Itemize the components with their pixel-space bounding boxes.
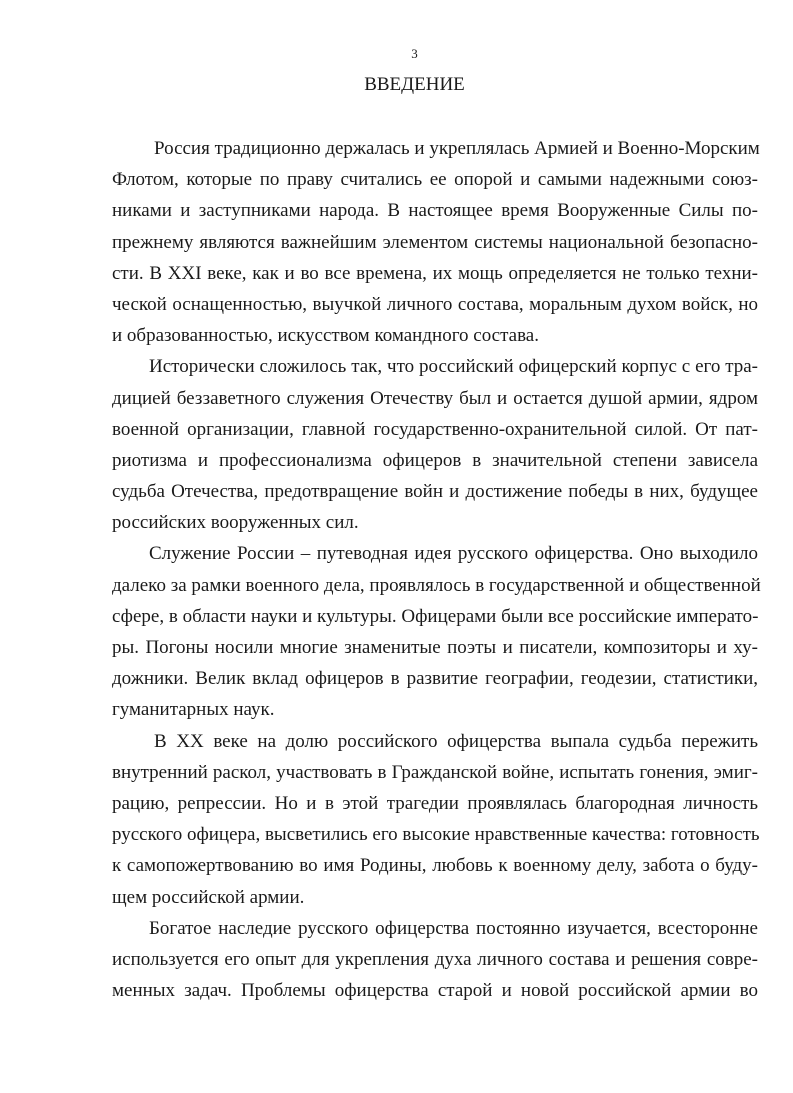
paragraph — [112, 726, 758, 913]
text-line: Россия традиционно держалась и укреплялась Армией и Военно-Морским — [154, 138, 760, 159]
text-line: ры. Погоны носили многие знаменитые поэты и писатели, композиторы и ху- — [112, 637, 758, 658]
paragraph — [112, 351, 758, 538]
text-line: военной организации, главной государственно-охранительной силой. От пат- — [112, 418, 758, 440]
text-line: русского офицера, высветились его высокие нравственные качества: готовность — [112, 824, 760, 846]
text-line: прежнему являются важнейшим элементом системы национальной безопасно- — [112, 231, 758, 253]
text-line: российских вооруженных сил. — [112, 512, 359, 534]
text-line: далеко за рамки военного дела, проявлялось в государственной и общественной — [112, 574, 761, 596]
text-line: сти. В XXI веке, как и во все времена, их мощь определяется не только техни- — [112, 262, 758, 284]
text-line: дицией беззаветного служения Отечеству был и остается душой армии, ядром — [112, 387, 758, 409]
text-line: менных задач. Проблемы офицерства старой и новой российской армии во — [112, 980, 758, 1002]
text-line: В XX веке на долю российского офицерства выпала судьба пережить — [154, 730, 758, 752]
text-line: риотизма и профессионализма офицеров в значительной степени зависела — [112, 449, 758, 471]
page-number: 3 — [411, 46, 418, 61]
text-line: Исторически сложилось так, что российский офицерский корпус с его тра- — [149, 356, 758, 378]
paragraph — [112, 538, 761, 725]
paragraph — [112, 133, 758, 351]
text-line: внутренний раскол, участвовать в Гражданской войне, испытать гонения, эмиг- — [112, 761, 758, 783]
body-text — [112, 133, 761, 1006]
text-line: дожники. Велик вклад офицеров в развитие географии, геодезии, статистики, — [112, 668, 758, 690]
text-line: сфере, в области науки и культуры. Офицерами были все российские императо- — [112, 605, 759, 627]
text-line: щем российской армии. — [112, 886, 305, 908]
text-line: гуманитарных наук. — [112, 699, 275, 721]
paragraph — [112, 913, 758, 1007]
text-line: Богатое наследие русского офицерства постоянно изучается, всесторонне — [149, 917, 758, 939]
text-line: и образованностью, искусством командного состава. — [112, 325, 539, 347]
text-line: используется его опыт для укрепления духа личного состава и решения совре- — [112, 948, 758, 970]
text-line: ческой оснащенностью, выучкой личного состава, моральным духом войск, но — [112, 293, 758, 315]
text-line: Флотом, которые по праву считались ее опорой и самыми надежными союз- — [112, 169, 758, 191]
text-line: никами и заступниками народа. В настоящее время Вооруженные Силы по- — [112, 200, 758, 222]
section-heading: ВВЕДЕНИЕ — [364, 74, 465, 95]
text-line: Служение России – путеводная идея русского офицерства. Оно выходило — [149, 543, 758, 565]
text-line: рацию, репрессии. Но и в этой трагедии проявлялась благородная личность — [112, 792, 758, 814]
text-line: к самопожертвованию во имя Родины, любовь к военному делу, забота о буду- — [112, 855, 758, 877]
text-line: судьба Отечества, предотвращение войн и достижение победы в них, будущее — [112, 481, 758, 503]
